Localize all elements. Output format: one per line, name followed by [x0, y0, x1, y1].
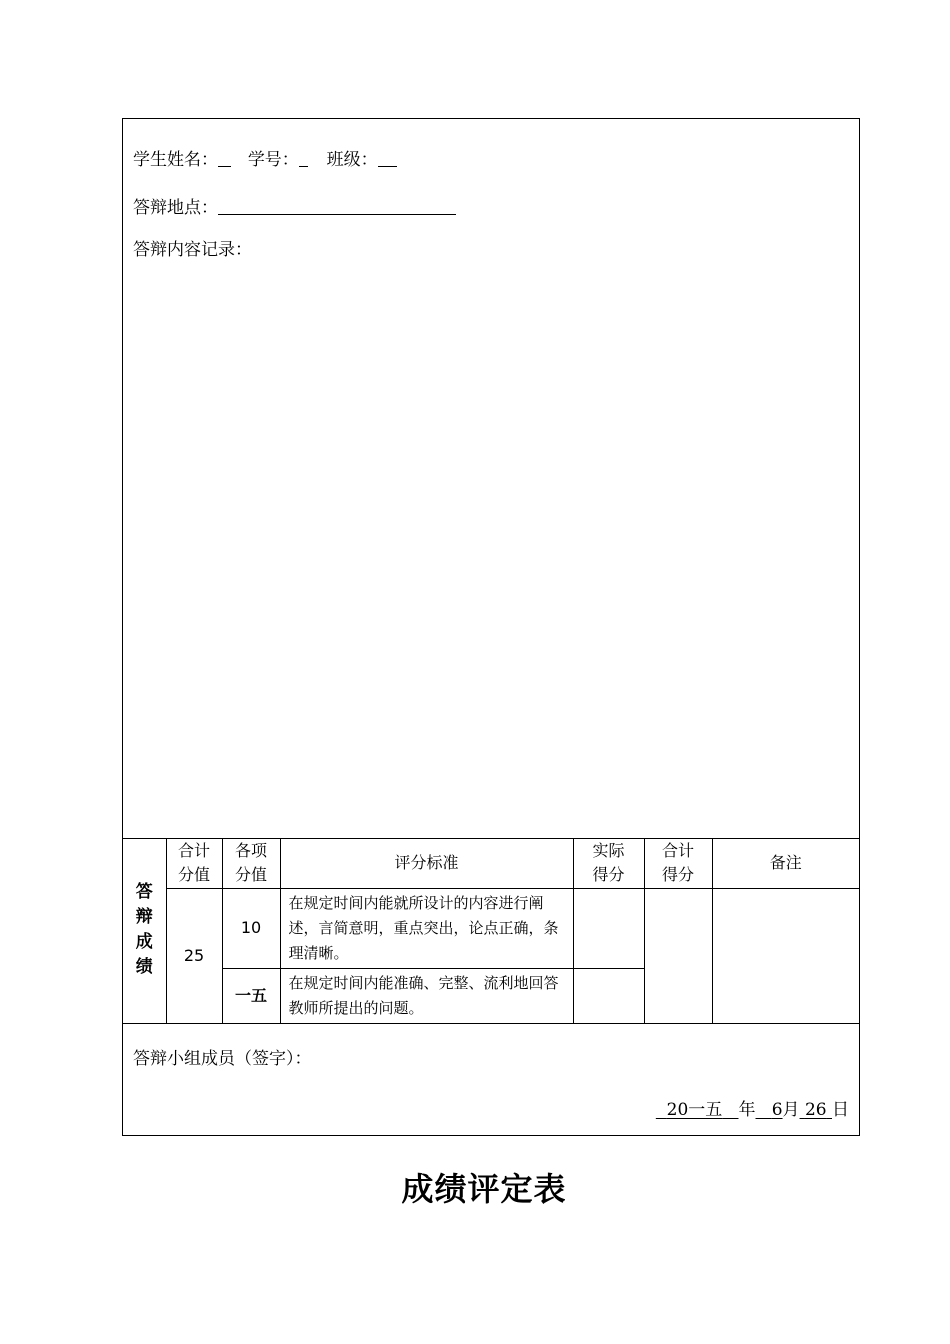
header-total-value: 合计分值: [166, 838, 222, 888]
date-day-unit: 日: [832, 1100, 849, 1120]
record-label: 答辩内容记录：: [133, 240, 252, 260]
defense-record-form: [122, 118, 860, 1136]
criteria-cell: 在规定时间内能就所设计的内容进行阐述，言简意明，重点突出，论点正确，条理清晰。: [280, 888, 573, 968]
header-remarks: 备注: [712, 838, 859, 888]
class-field[interactable]: [378, 150, 397, 167]
location-line: [133, 193, 456, 218]
criteria-cell: 在规定时间内能准确、完整、流利地回答教师所提出的问题。: [280, 968, 573, 1023]
total-score-input-cell[interactable]: [644, 888, 712, 1023]
date-year[interactable]: 20一五: [666, 1100, 723, 1120]
defense-info-section: [123, 119, 859, 839]
date-day[interactable]: 26: [804, 1100, 827, 1120]
location-label: 答辩地点：: [133, 198, 218, 218]
grade-table-header-row: [123, 838, 859, 888]
table-row: [123, 888, 859, 968]
date-line: [656, 1095, 849, 1120]
actual-score-input-cell[interactable]: [573, 888, 644, 968]
total-value-cell: 25: [166, 888, 222, 1023]
student-info-line: [133, 145, 397, 170]
student-id-label: 学号：: [247, 150, 299, 170]
student-name-label: 学生姓名：: [133, 150, 218, 170]
page-title: 成绩评定表: [401, 1170, 567, 1208]
actual-score-input-cell[interactable]: [573, 968, 644, 1023]
item-value-cell: 一五: [222, 968, 280, 1023]
grade-table: [123, 838, 859, 1024]
members-signature-label: 答辩小组成员（签字）：: [133, 1049, 312, 1069]
student-id-field[interactable]: [299, 150, 308, 167]
item-value-cell: 10: [222, 888, 280, 968]
remarks-input-cell[interactable]: [712, 888, 859, 1023]
student-name-field[interactable]: [218, 150, 231, 167]
signature-section: [123, 1022, 859, 1135]
header-total-score: 合计得分: [644, 838, 712, 888]
date-month[interactable]: 6: [771, 1100, 783, 1120]
class-label: 班级：: [326, 150, 378, 170]
grade-section-label-cell: [123, 838, 166, 1023]
header-actual-score: 实际得分: [573, 838, 644, 888]
date-year-unit: 年: [738, 1100, 756, 1120]
location-field[interactable]: [218, 198, 456, 215]
header-item-value: 各项分值: [222, 838, 280, 888]
date-month-unit: 月: [782, 1100, 800, 1120]
header-criteria: 评分标准: [280, 838, 573, 888]
grade-section-label: 答辩成绩: [135, 882, 153, 978]
